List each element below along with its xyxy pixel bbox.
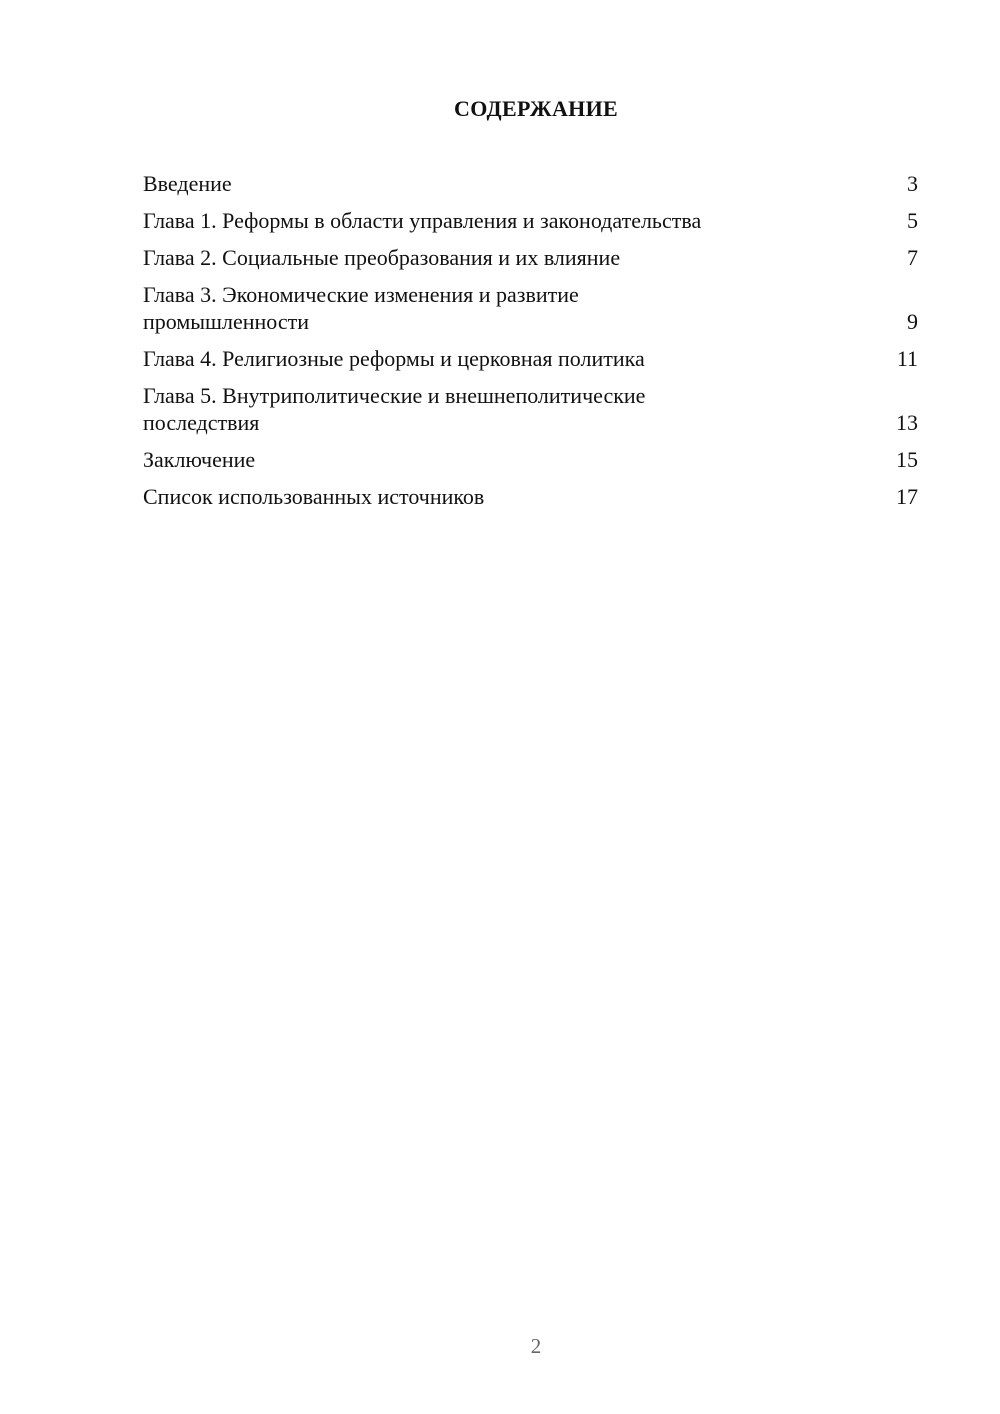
toc-entry-label: Глава 3. Экономические изменения и развитие промышленности [143,282,579,334]
toc-entry-conclusion [143,446,918,473]
toc-entry-label: Заключение [143,447,256,472]
toc-entry-label: Глава 1. Реформы в области управления и законодательства [143,208,702,233]
toc-entry-page: 11 [896,346,918,371]
toc-entry-chapter-2 [143,244,918,271]
toc-entry-page: 13 [896,410,918,435]
toc-entry-page: 17 [896,484,918,509]
page-title: СОДЕРЖАНИЕ [454,96,618,121]
page-number: 2 [530,1334,542,1358]
toc-entry-chapter-1 [143,207,918,234]
table-of-contents [143,170,918,520]
toc-entry-page: 5 [907,208,918,233]
toc-entry-label: Глава 5. Внутриполитические и внешнеполитические последствия [143,383,646,435]
toc-entry-page: 7 [907,245,918,270]
toc-entry-chapter-3 [143,281,918,335]
toc-entry-label: Глава 2. Социальные преобразования и их влияние [143,245,621,270]
toc-entry-references [143,483,918,510]
toc-entry-page: 3 [907,171,918,196]
toc-entry-label: Введение [143,171,232,196]
toc-entry-chapter-4 [143,345,918,372]
toc-entry-page: 9 [907,309,918,334]
toc-entry-chapter-5 [143,382,918,436]
toc-entry-label: Глава 4. Религиозные реформы и церковная политика [143,346,645,371]
toc-entry-label: Список использованных источников [143,484,485,509]
toc-entry-page: 15 [896,447,918,472]
toc-entry-introduction [143,170,918,197]
